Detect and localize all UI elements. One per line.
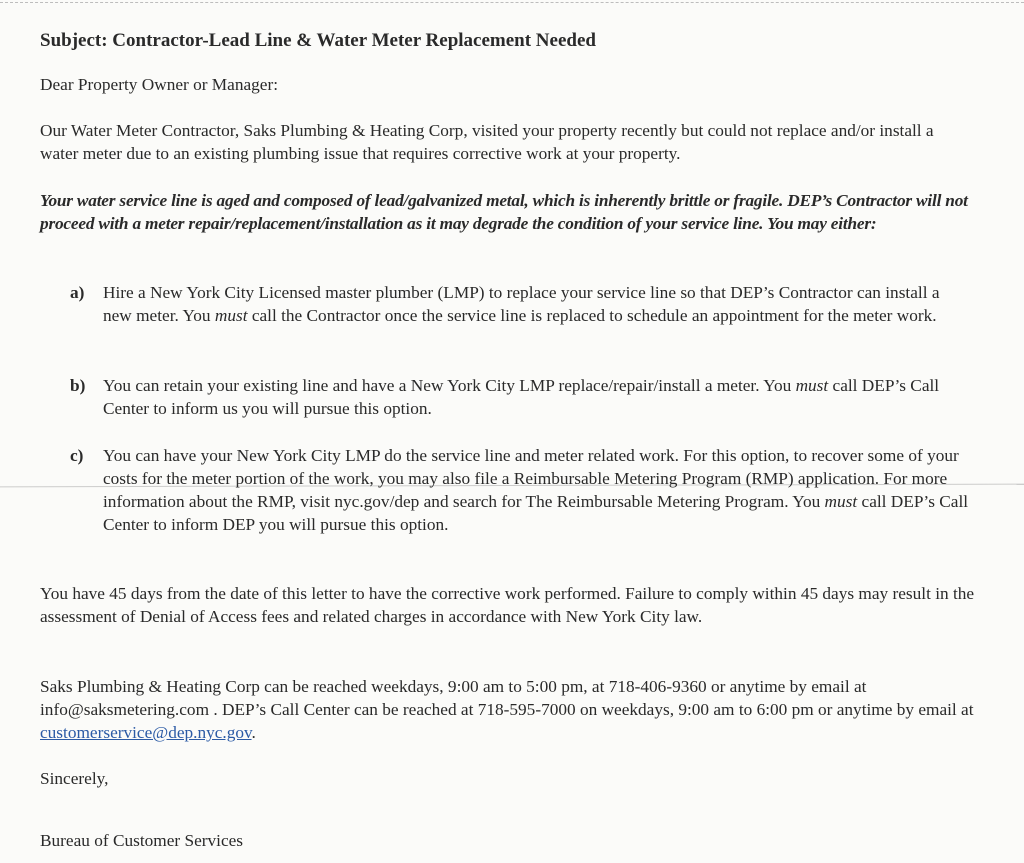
emphasis: must [824, 492, 858, 511]
option-text: Hire a New York City Licensed master plumber (LMP) to replace your service line so that DEP’s Contractor can install a new meter. You must call the Contractor once the service line is replaced to schedule an appointment for the meter work. [103, 283, 940, 325]
closing: Sincerely, [40, 769, 109, 788]
option-a [70, 281, 970, 327]
option-text: You can have your New York City LMP do the service line and meter related work. For this option, to recover some of your costs for the meter portion of the work, you may also file a Reimbursable Metering Program (RMP) application. For more information about the RMP, visit nyc.gov/dep and search for The Reimbursable Metering Program. You must call DEP’s Call Center to inform DEP you will pursue this option. [103, 446, 969, 534]
letter-subject: Subject: Contractor-Lead Line & Water Meter Replacement Needed [40, 30, 596, 51]
emphasis: must [214, 306, 248, 325]
intro-paragraph: Our Water Meter Contractor, Saks Plumbing & Heating Corp, visited your property recently but could not replace and/or install a water meter due to an existing plumbing issue that requires corrective work at your property. [40, 121, 934, 163]
emphasis: must [795, 376, 829, 395]
contact-paragraph: Saks Plumbing & Heating Corp can be reached weekdays, 9:00 am to 5:00 pm, at 718-406-9360 or anytime by email at info@saksmetering.com . DEP’s Call Center can be reached at 718-595-7000 on weekdays, 9:00 am to 6:00 pm or anytime by email at customerservice@dep.nyc.gov. [40, 677, 974, 742]
option-label: b) [70, 376, 86, 395]
signature: Bureau of Customer Services [40, 831, 244, 850]
email-link[interactable]: customerservice@dep.nyc.gov [40, 723, 252, 742]
option-label: a) [70, 283, 85, 302]
scan-edge-line [0, 2, 1024, 3]
warning-paragraph: Your water service line is aged and composed of lead/galvanized metal, which is inherently brittle or fragile. DEP’s Contractor will not proceed with a meter repair/replacement/installation as it may degrade the condition of your service line. You may either: [40, 191, 968, 233]
option-label: c) [70, 446, 84, 465]
deadline-paragraph: You have 45 days from the date of this letter to have the corrective work performed. Failure to comply within 45 days may result in the assessment of Denial of Access fees and related charges in accordance with New York City law. [40, 584, 975, 626]
option-text: You can retain your existing line and have a New York City LMP replace/repair/install a meter. You must call DEP’s Call Center to inform us you will pursue this option. [103, 376, 940, 418]
option-b [70, 374, 970, 420]
salutation: Dear Property Owner or Manager: [40, 75, 279, 94]
option-c [70, 444, 970, 536]
